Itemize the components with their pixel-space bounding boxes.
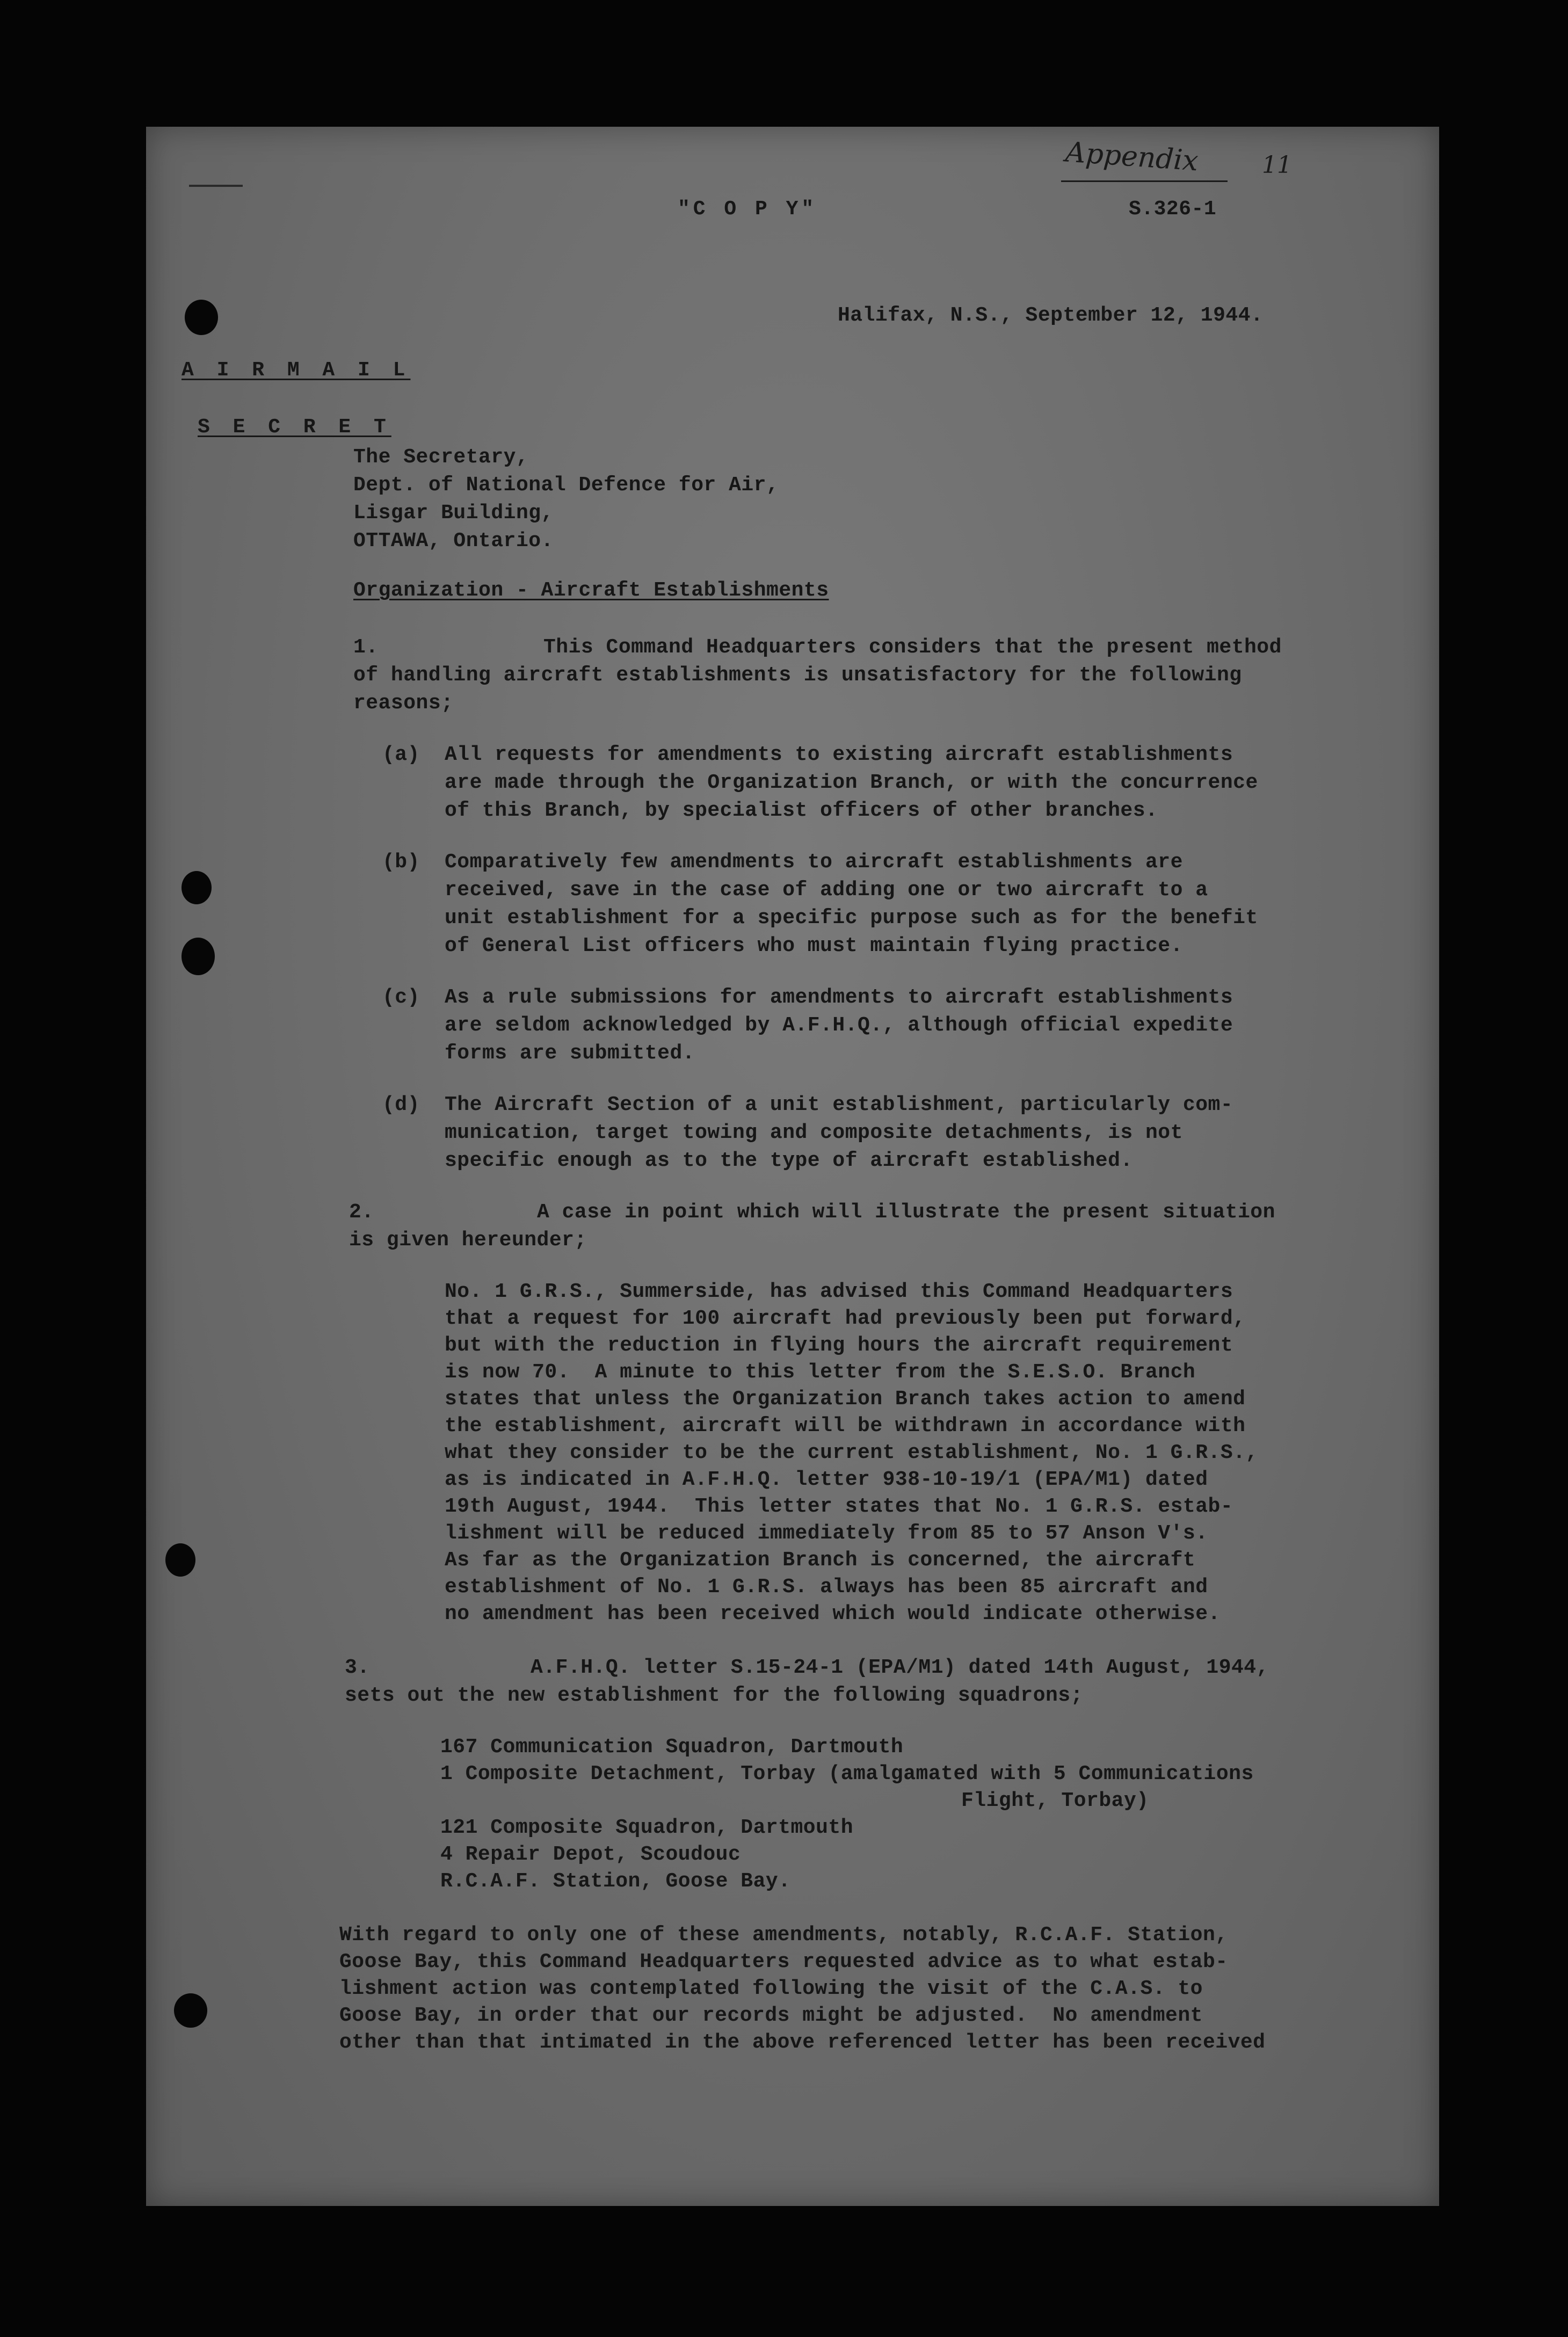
quote-line: As far as the Organization Branch is concerned, the aircraft	[445, 1549, 1196, 1572]
paragraph-line: is given hereunder;	[349, 1229, 587, 1252]
closing-line: other than that intimated in the above referenced letter has been received	[339, 2031, 1266, 2054]
item-line: are made through the Organization Branch, or with the concurrence	[445, 771, 1258, 794]
copy-mark: "C O P Y"	[678, 198, 817, 221]
quote-line: states that unless the Organization Branch takes action to amend	[445, 1388, 1246, 1411]
quote-line: No. 1 G.R.S., Summerside, has advised this Command Headquarters	[445, 1280, 1233, 1303]
unit-item: 167 Communication Squadron, Dartmouth	[440, 1736, 904, 1759]
punch-hole-bottom	[174, 1993, 207, 2028]
item-line: munication, target towing and composite detachments, is not	[445, 1121, 1183, 1144]
quote-line: no amendment has been received which would indicate otherwise.	[445, 1602, 1221, 1625]
unit-item: R.C.A.F. Station, Goose Bay.	[440, 1870, 791, 1893]
quote-line: is now 70. A minute to this letter from the S.E.S.O. Branch	[445, 1361, 1196, 1384]
quote-line: but with the reduction in flying hours the aircraft requirement	[445, 1334, 1233, 1357]
address-line: Lisgar Building,	[353, 502, 554, 525]
quote-line: 19th August, 1944. This letter states that No. 1 G.R.S. estab-	[445, 1495, 1233, 1518]
paragraph-number: 1.	[353, 636, 379, 659]
item-line: of this Branch, by specialist officers of other branches.	[445, 799, 1158, 822]
item-line: The Aircraft Section of a unit establishment, particularly com-	[445, 1093, 1233, 1116]
closing-line: Goose Bay, this Command Headquarters requested advice as to what estab-	[339, 1950, 1228, 1973]
paragraph-line: A.F.H.Q. letter S.15-24-1 (EPA/M1) dated 14th August, 1944,	[531, 1656, 1269, 1679]
item-line: All requests for amendments to existing aircraft establishments	[445, 743, 1233, 766]
airmail-label: A I R M A I L	[182, 359, 411, 382]
item-line: Comparatively few amendments to aircraft establishments are	[445, 851, 1183, 874]
item-line: specific enough as to the type of aircraft established.	[445, 1149, 1133, 1172]
item-line: unit establishment for a specific purpose such as for the benefit	[445, 906, 1258, 930]
handwritten-underline	[1061, 180, 1228, 182]
quote-line: as is indicated in A.F.H.Q. letter 938-10-19/1 (EPA/M1) dated	[445, 1468, 1208, 1491]
item-line: received, save in the case of adding one or two aircraft to a	[445, 879, 1208, 902]
unit-item: 121 Composite Squadron, Dartmouth	[440, 1816, 854, 1839]
document-page	[146, 127, 1439, 2206]
quote-line: what they consider to be the current establishment, No. 1 G.R.S.,	[445, 1441, 1258, 1464]
item-line: As a rule submissions for amendments to aircraft establishments	[445, 986, 1233, 1009]
date-line: Halifax, N.S., September 12, 1944.	[838, 304, 1264, 327]
punch-hole-lower-mid	[165, 1543, 195, 1577]
quote-line: that a request for 100 aircraft had previously been put forward,	[445, 1307, 1246, 1330]
subject-line: Organization - Aircraft Establishments	[353, 579, 829, 602]
address-line: Dept. of National Defence for Air,	[353, 474, 779, 497]
item-label: (b)	[382, 851, 420, 874]
punch-hole-mid	[182, 938, 215, 975]
item-line: forms are submitted.	[445, 1042, 695, 1065]
paragraph-line: reasons;	[353, 692, 454, 715]
address-line: The Secretary,	[353, 446, 529, 469]
paragraph-line: of handling aircraft establishments is unsatisfactory for the following	[353, 664, 1242, 687]
item-line: of General List officers who must maintain flying practice.	[445, 934, 1183, 957]
punch-hole-top	[185, 300, 218, 335]
punch-hole-upper-mid	[182, 871, 212, 904]
quote-line: establishment of No. 1 G.R.S. always has been 85 aircraft and	[445, 1576, 1208, 1599]
handwritten-appendix: Appendix	[1064, 136, 1200, 178]
paragraph-line: sets out the new establishment for the following squadrons;	[345, 1684, 1083, 1707]
reference-number: S.326-1	[1129, 198, 1217, 221]
handwritten-appendix-number: 11	[1262, 151, 1292, 179]
closing-line: With regard to only one of these amendments, notably, R.C.A.F. Station,	[339, 1924, 1228, 1947]
unit-item: 1 Composite Detachment, Torbay (amalgamated with 5 Communications	[440, 1762, 1254, 1786]
quote-line: lishment will be reduced immediately from 85 to 57 Anson V's.	[445, 1522, 1208, 1545]
ink-smudge	[189, 185, 243, 187]
item-label: (a)	[382, 743, 420, 766]
item-label: (c)	[382, 986, 420, 1009]
secret-label: S E C R E T	[198, 416, 391, 439]
paragraph-line: A case in point which will illustrate the present situation	[537, 1201, 1275, 1224]
unit-item: 4 Repair Depot, Scoudouc	[440, 1843, 741, 1866]
address-line: OTTAWA, Ontario.	[353, 529, 554, 553]
item-label: (d)	[382, 1093, 420, 1116]
item-line: are seldom acknowledged by A.F.H.Q., although official expedite	[445, 1014, 1233, 1037]
quote-line: the establishment, aircraft will be withdrawn in accordance with	[445, 1414, 1246, 1438]
unit-item-continuation: Flight, Torbay)	[961, 1789, 1149, 1812]
closing-line: Goose Bay, in order that our records might be adjusted. No amendment	[339, 2004, 1203, 2027]
paragraph-number: 3.	[345, 1656, 370, 1679]
closing-line: lishment action was contemplated following the visit of the C.A.S. to	[339, 1977, 1203, 2000]
paragraph-line: This Command Headquarters considers that the present method	[543, 636, 1282, 659]
paragraph-number: 2.	[349, 1201, 374, 1224]
